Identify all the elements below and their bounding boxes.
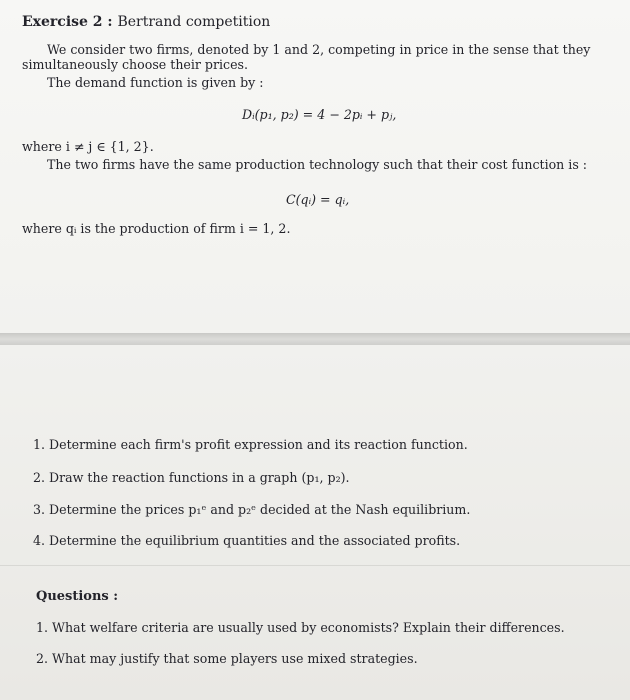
task-item: 1. Determine each firm's profit expression and its reaction function. [33,437,468,452]
technology-line: The two firms have the same production technology such that their cost function is : [47,157,588,172]
demand-intro: The demand function is given by : [47,75,264,90]
question-item: 1. What welfare criteria are usually used by economists? Explain their differences. [36,620,565,635]
cost-formula: C(qᵢ) = qᵢ, [286,192,350,207]
task-item: 3. Determine the prices p₁ᵉ and p₂ᵉ decided at the Nash equilibrium. [33,502,471,517]
exercise-title-topic: Bertrand competition [117,14,271,30]
section-divider [0,565,630,566]
where-q: where qᵢ is the production of firm i = 1, 2. [22,221,291,236]
task-item: 2. Draw the reaction functions in a graph (p₁, p₂). [33,470,350,485]
exercise-title [22,15,270,29]
demand-formula: Dᵢ(p₁, p₂) = 4 − 2pᵢ + pⱼ, [242,107,397,122]
task-item: 4. Determine the equilibrium quantities and the associated profits. [33,533,461,548]
intro-line-1: We consider two firms, denoted by 1 and 2, competing in price in the sense that they [47,42,591,57]
questions-heading: Questions : [36,589,119,604]
exercise-title-number: Exercise 2 : [22,14,113,30]
question-item: 2. What may justify that some players use mixed strategies. [36,651,418,666]
page-fold [0,333,630,345]
where-i-j: where i ≠ j ∈ {1, 2}. [22,139,154,154]
intro-line-2: simultaneously choose their prices. [22,57,249,72]
exercise-page-bottom [0,345,630,700]
